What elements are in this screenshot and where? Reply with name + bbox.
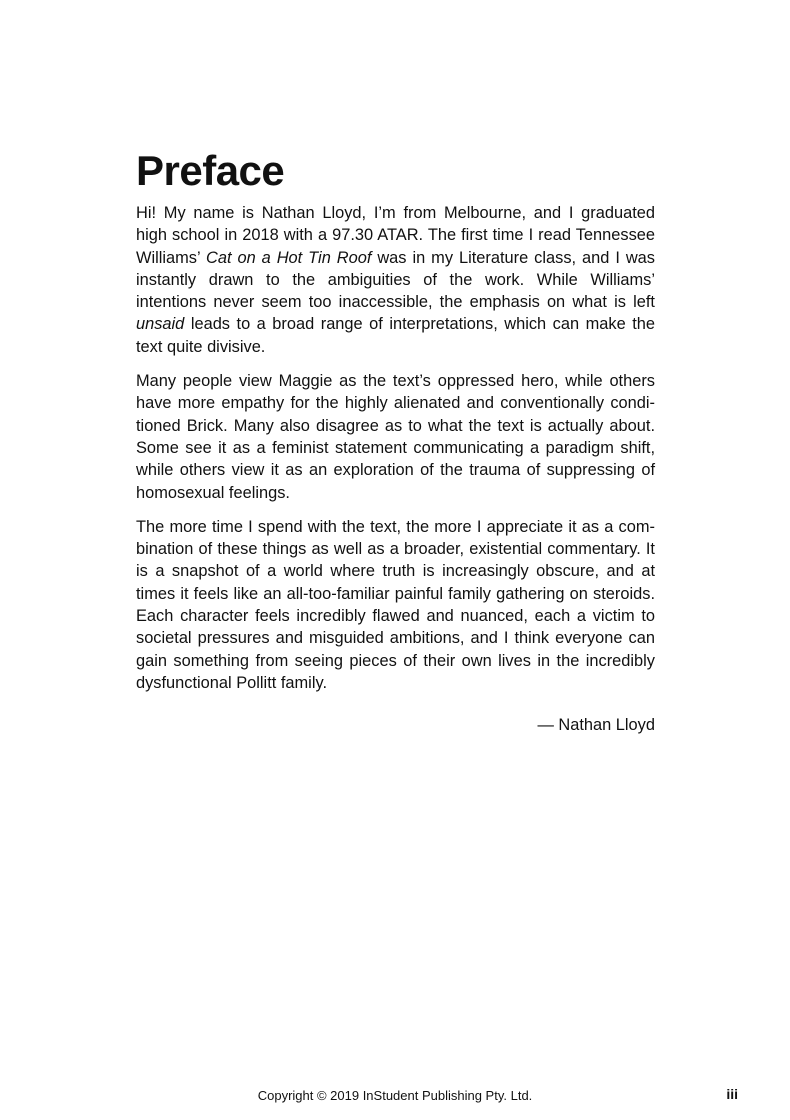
paragraph-intro (136, 202, 655, 358)
paragraph-interpretations: Many people view Maggie as the text’s oppressed hero, while others have more empathy for the highly alienated and conventionally conditioned Brick. Many also disagree as to what the text is actually about. Some see it as a feminist statement communicating a paradigm shift, while others view it as an exploration of the trauma of suppressing of homosexual feelings. (136, 372, 655, 502)
author-signature: — Nathan Lloyd (537, 716, 655, 735)
emphasis-unsaid: unsaid (136, 315, 185, 334)
paragraph-intro-text-3: leads to a broad range of interpretations, which can make the text quite divisive. (136, 315, 655, 356)
page-title: Preface (136, 147, 285, 194)
page-content (136, 142, 655, 736)
paragraph-commentary: The more time I spend with the text, the more I appreciate it as a combination of these things as well as a broader, existential commentary. It is a snapshot of a world where truth is increasingly obscure, and at times it feels like an all-too-familiar painful family gathering on steroids. Each character feels incredibly flawed and nuanced, each a victim to societal pressures and misguided ambitions, and I think everyone can gain something from seeing pieces of their own lives in the incredibly dysfunctional Pollitt family. (136, 517, 655, 692)
paragraph-intro-text-2: was in my Literature class, and I was instantly drawn to the ambiguities of the work. While Williams’ intentions never seem too inaccessible, the emphasis on what is left (136, 248, 655, 312)
book-title: Cat on a Hot Tin Roof (206, 248, 372, 267)
copyright-notice: Copyright © 2019 InStudent Publishing Pty. Ltd. (257, 1088, 533, 1103)
paragraph-intro-text-1: Hi! My name is Nathan Lloyd, I’m from Melbourne, and I graduated high school in 2018 with a 97.30 ATAR. The first time I read Tennessee Williams’ (136, 204, 655, 267)
page-number: iii (726, 1086, 738, 1102)
